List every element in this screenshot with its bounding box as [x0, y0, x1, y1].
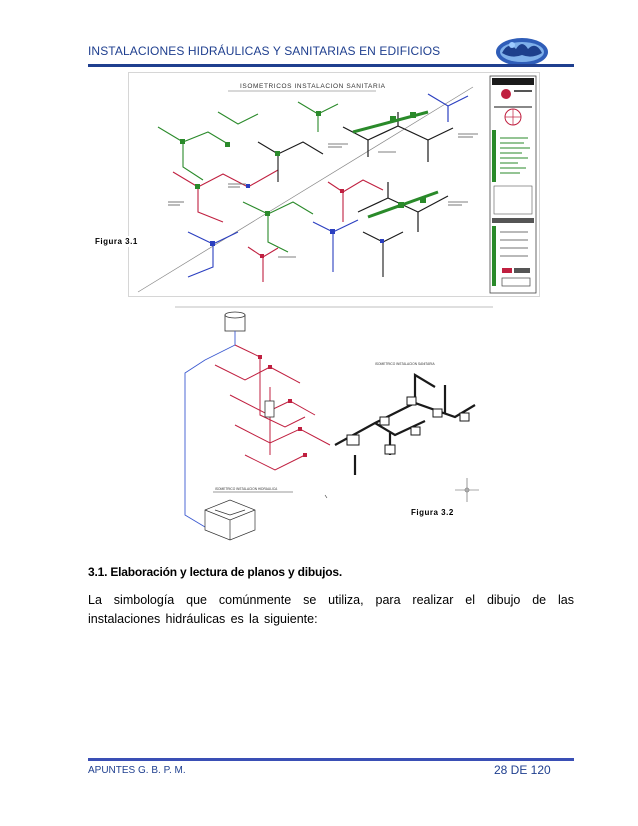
water-tank-icon — [225, 312, 245, 331]
figure-3-1-drawing-title: ISOMETRICOS INSTALACION SANITARIA — [240, 83, 386, 90]
page-header-title: INSTALACIONES HIDRÁULICAS Y SANITARIAS EN EDIFICIOS — [88, 44, 441, 58]
page-number: 28 DE 120 — [494, 763, 551, 777]
header-rule — [88, 64, 574, 67]
footer-rule — [88, 758, 574, 761]
institution-logo — [494, 33, 550, 67]
footer-author: APUNTES G. B. P. M. — [88, 765, 186, 776]
cistern-icon — [205, 500, 255, 540]
body-paragraph: La simbología que comúnmente se utiliza, para realizar el dibujo de las instalaciones hidráulicas es la siguiente: — [88, 593, 574, 626]
crosshair-icon — [455, 478, 479, 502]
figure-3-1-drawing — [128, 72, 540, 297]
figure-3-2-caption: Figura 3.2 — [408, 507, 457, 518]
figure-3-1-caption: Figura 3.1 — [92, 236, 141, 247]
figure-3-2-right-title: ISOMETRICO INSTALACION SANITARIA — [375, 362, 435, 366]
figure-3-2-left-title: ISOMETRICO INSTALACION HIDRAULICA — [215, 487, 278, 491]
section-heading: 3.1. Elaboración y lectura de planos y dibujos. — [88, 565, 343, 579]
